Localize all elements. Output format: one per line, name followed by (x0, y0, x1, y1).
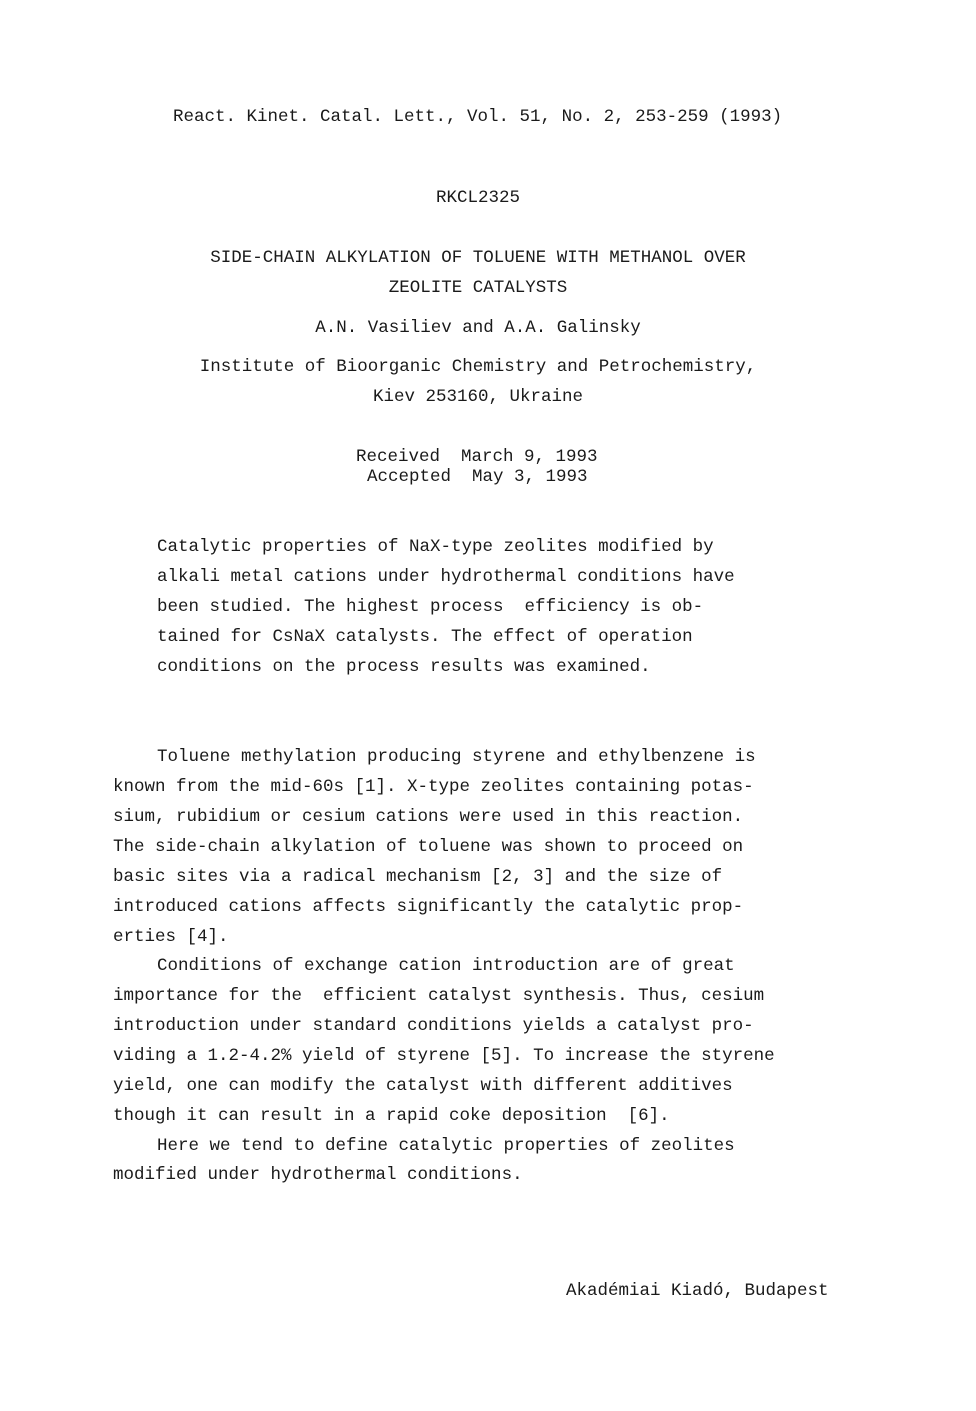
body-line: known from the mid-60s [1]. X-type zeolites containing potas- (113, 777, 754, 797)
body-line: yield, one can modify the catalyst with different additives (113, 1076, 733, 1096)
abstract-line: been studied. The highest process efficiency is ob- (157, 597, 704, 617)
body-line: The side-chain alkylation of toluene was shown to proceed on (113, 837, 744, 857)
publisher-footer: Akadémiai Kiadó, Budapest (566, 1281, 829, 1301)
body-line: introduction under standard conditions yields a catalyst pro- (113, 1016, 754, 1036)
accepted-date: Accepted May 3, 1993 (367, 467, 588, 487)
authors: A.N. Vasiliev and A.A. Galinsky (315, 318, 641, 338)
affiliation-line-1: Institute of Bioorganic Chemistry and Petrochemistry, (199, 357, 757, 377)
body-line: modified under hydrothermal conditions. (113, 1165, 523, 1185)
abstract-line: conditions on the process results was examined. (157, 657, 651, 677)
body-line: erties [4]. (113, 927, 229, 947)
body-line: Toluene methylation producing styrene and ethylbenzene is (157, 747, 756, 767)
body-line: sium, rubidium or cesium cations were used in this reaction. (113, 807, 744, 827)
article-code: RKCL2325 (435, 188, 520, 208)
body-line: introduced cations affects significantly the catalytic prop- (113, 897, 744, 917)
title-line-2: ZEOLITE CATALYSTS (388, 278, 568, 298)
abstract-line: tained for CsNaX catalysts. The effect of operation (157, 627, 693, 647)
abstract-line: Catalytic properties of NaX-type zeolites modified by (157, 537, 714, 557)
citation-header: React. Kinet. Catal. Lett., Vol. 51, No. 2, 253-259 (1993) (173, 107, 783, 127)
body-line: Conditions of exchange cation introduction are of great (157, 956, 735, 976)
abstract-line: alkali metal cations under hydrothermal conditions have (157, 567, 735, 587)
body-line: though it can result in a rapid coke deposition [6]. (113, 1106, 670, 1126)
body-line: viding a 1.2-4.2% yield of styrene [5]. To increase the styrene (113, 1046, 775, 1066)
body-line: importance for the efficient catalyst synthesis. Thus, cesium (113, 986, 765, 1006)
title-line-1: SIDE-CHAIN ALKYLATION OF TOLUENE WITH METHANOL OVER (210, 248, 746, 268)
body-line: basic sites via a radical mechanism [2, 3] and the size of (113, 867, 723, 887)
received-date: Received March 9, 1993 (356, 447, 598, 467)
affiliation-line-2: Kiev 253160, Ukraine (372, 387, 584, 407)
body-line: Here we tend to define catalytic properties of zeolites (157, 1136, 735, 1156)
